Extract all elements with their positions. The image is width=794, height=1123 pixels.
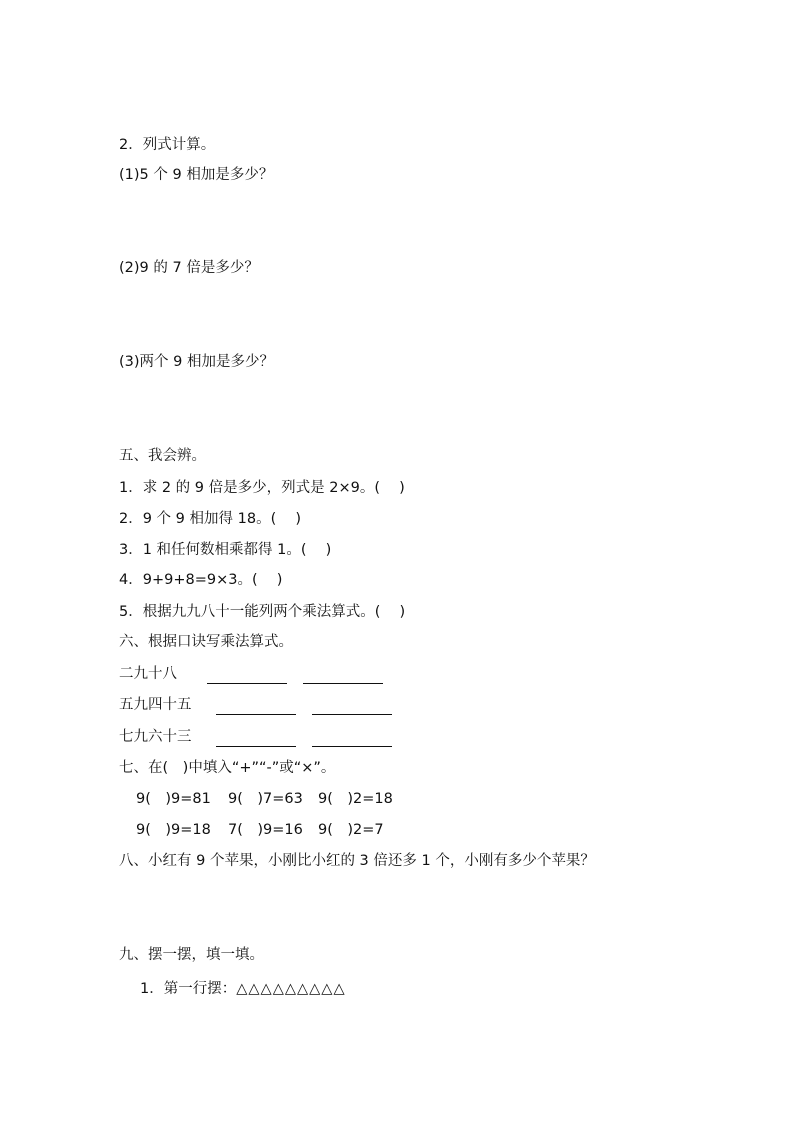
rhyme-phrase: 五九四十五	[119, 697, 192, 713]
fill-expression: 7( )9=16	[228, 822, 303, 838]
judge-item-2: 2．9 个 9 相加得 18。( )	[119, 511, 301, 527]
fill-expression: 9( )9=18	[136, 822, 211, 838]
fill-expression: 9( )2=18	[318, 791, 393, 807]
rhyme-phrase: 七九六十三	[119, 729, 192, 745]
fill-title: 七、在( )中填入“+”“-”或“×”。	[119, 760, 336, 776]
judge-item-4: 4．9+9+8=9×3。( )	[119, 572, 283, 588]
answer-blank[interactable]	[312, 731, 392, 747]
rhyme-title: 六、根据口诀写乘法算式。	[119, 634, 293, 650]
answer-blank[interactable]	[216, 699, 296, 715]
arrange-row-1	[140, 979, 346, 999]
judge-item-3: 3．1 和任何数相乘都得 1。( )	[119, 542, 332, 558]
rhyme-row-3	[119, 727, 392, 747]
answer-blank[interactable]	[216, 731, 296, 747]
calc-question-1: (1)5 个 9 相加是多少？	[119, 167, 274, 183]
calc-question-2: (2)9 的 7 倍是多少？	[119, 260, 259, 276]
judge-item-5: 5．根据九九八十一能列两个乘法算式。( )	[119, 604, 406, 620]
judge-item-1: 1．求 2 的 9 倍是多少，列式是 2×9。( )	[119, 480, 405, 496]
fill-expression: 9( )2=7	[318, 822, 384, 838]
rhyme-row-2	[119, 695, 392, 715]
fill-expression: 9( )7=63	[228, 791, 303, 807]
fill-row-2	[136, 820, 384, 840]
word-problem: 八、小红有 9 个苹果，小刚比小红的 3 倍还多 1 个，小刚有多少个苹果？	[119, 853, 595, 869]
rhyme-row-1	[119, 664, 383, 684]
rhyme-phrase: 二九十八	[119, 666, 177, 682]
arrange-row-label: 1．第一行摆：	[140, 981, 237, 997]
calc-question-3: (3)两个 9 相加是多少？	[119, 354, 274, 370]
answer-blank[interactable]	[303, 668, 383, 684]
fill-expression: 9( )9=81	[136, 791, 211, 807]
fill-row-1	[136, 789, 393, 809]
arrange-title: 九、摆一摆，填一填。	[119, 947, 264, 963]
triangle-shapes: △△△△△△△△△	[236, 981, 346, 997]
calc-title: 2．列式计算。	[119, 137, 216, 153]
answer-blank[interactable]	[312, 699, 392, 715]
judge-title: 五、我会辨。	[119, 448, 206, 464]
answer-blank[interactable]	[207, 668, 287, 684]
